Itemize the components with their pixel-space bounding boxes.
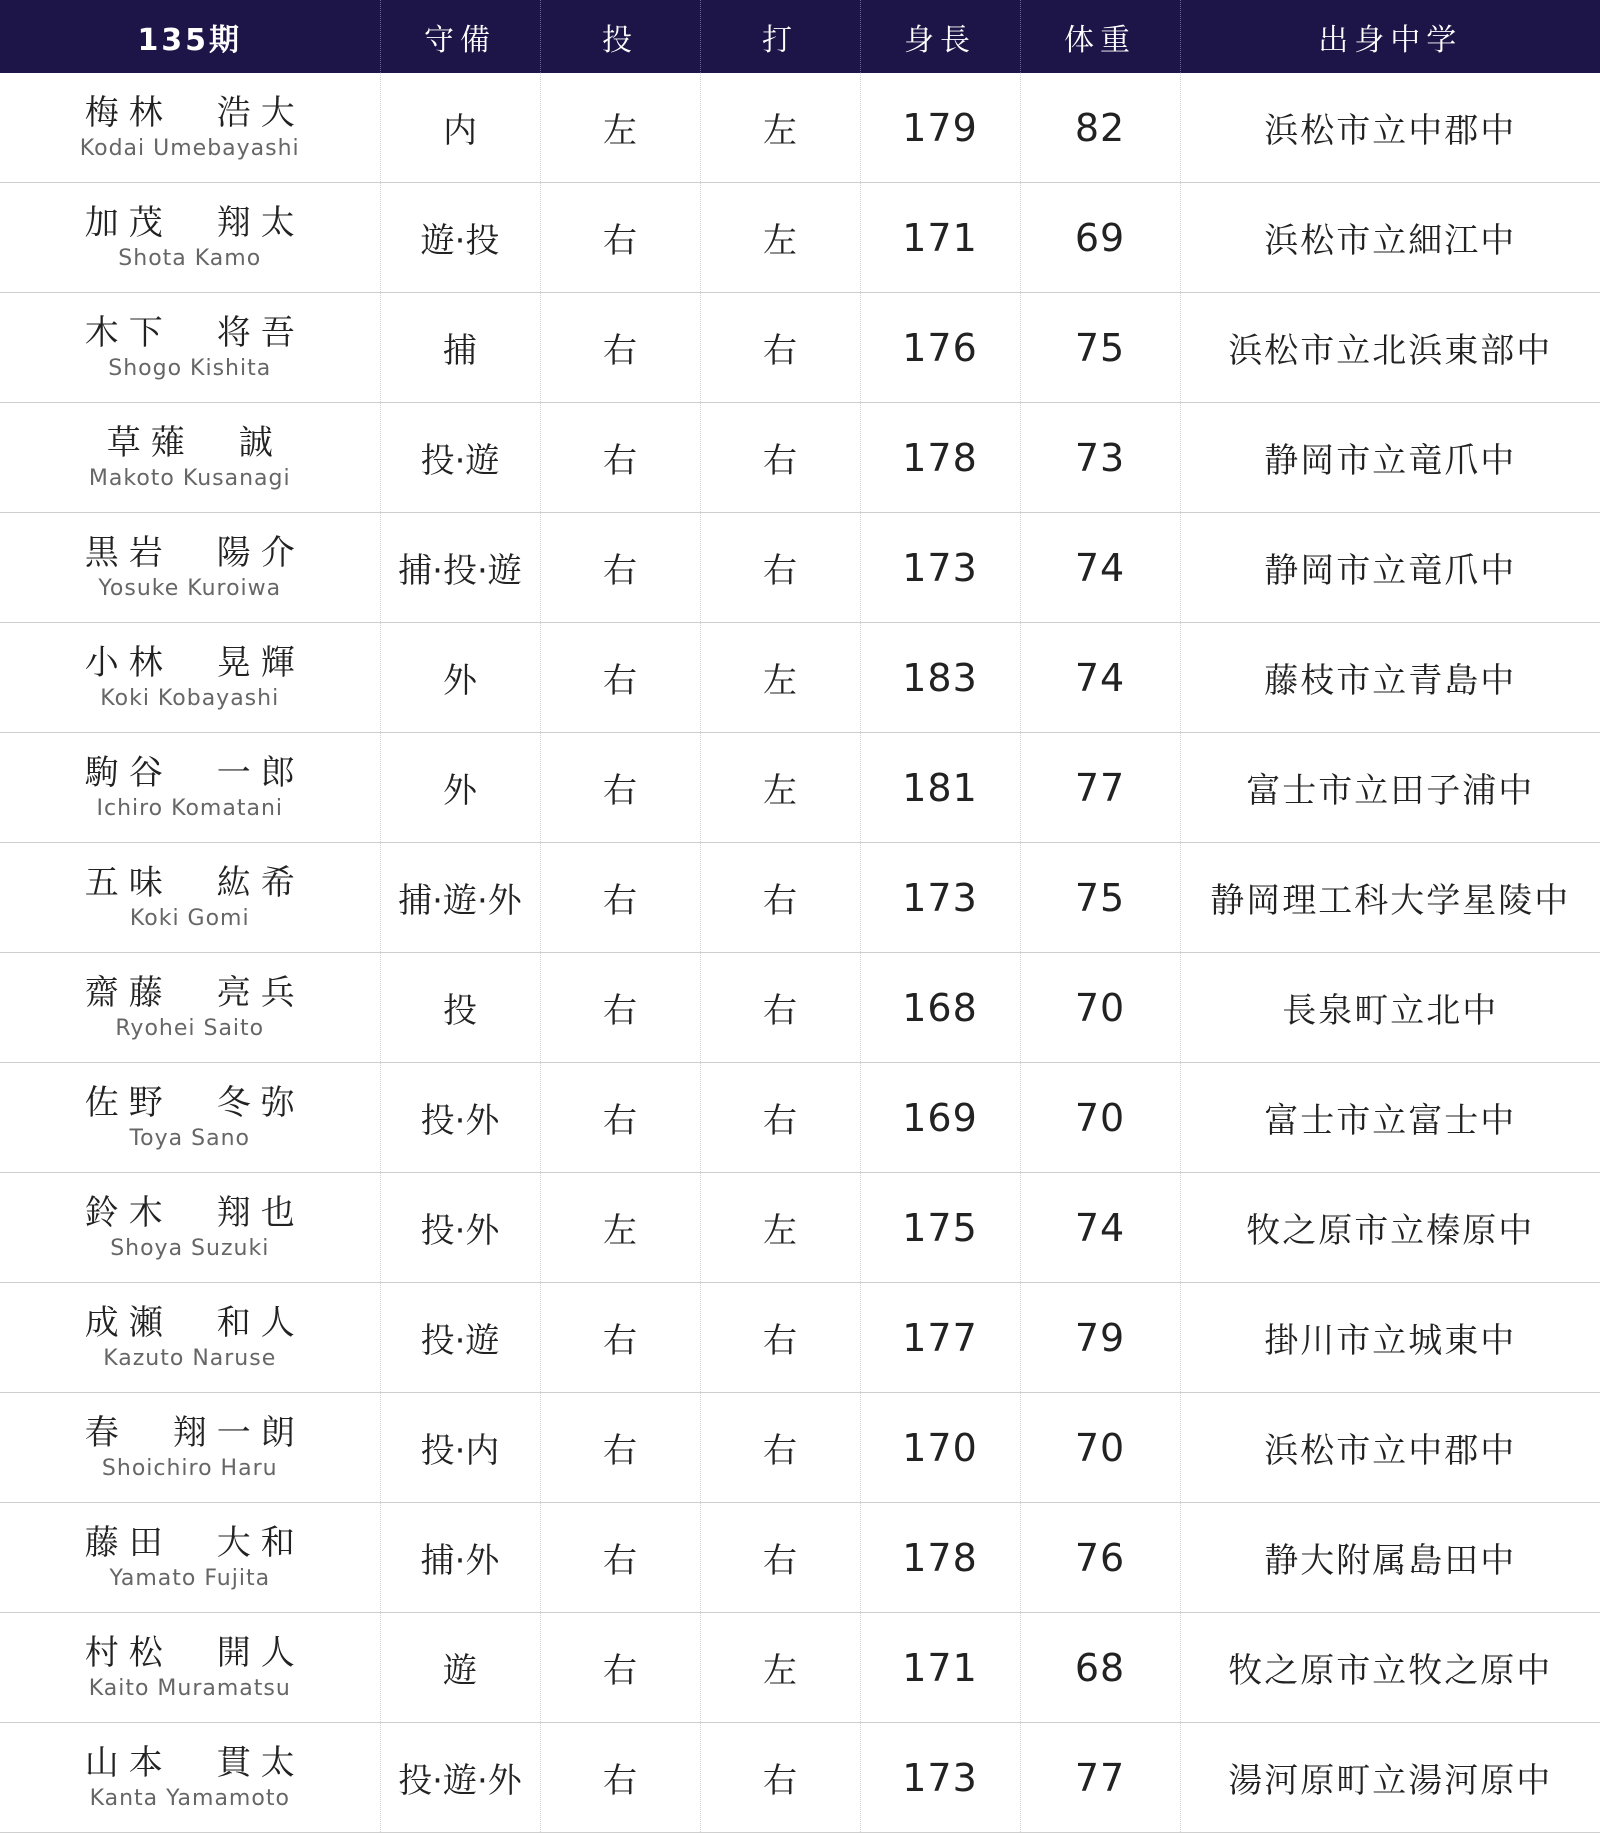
player-name-en: Kaito Muramatsu: [88, 1675, 291, 1701]
position-cell: 捕: [380, 293, 540, 403]
throws-cell: 右: [540, 1393, 700, 1503]
table-row: [0, 513, 1600, 623]
school-cell: 静岡市立竜爪中: [1180, 403, 1600, 513]
weight-cell: 70: [1020, 1063, 1180, 1173]
player-name-cell: [0, 403, 380, 513]
player-name-jp: 村松 開人: [84, 1632, 305, 1673]
height-cell: 176: [860, 293, 1020, 403]
position-cell: 遊: [380, 1613, 540, 1723]
table-row: [0, 1283, 1600, 1393]
height-cell: 169: [860, 1063, 1020, 1173]
player-name-cell: [0, 1173, 380, 1283]
position-cell: 投·遊·外: [380, 1723, 540, 1833]
throws-cell: 右: [540, 183, 700, 293]
position-cell: 投·内: [380, 1393, 540, 1503]
position-cell: 投·外: [380, 1173, 540, 1283]
header-name: 135期: [0, 0, 380, 73]
height-cell: 177: [860, 1283, 1020, 1393]
bats-cell: 右: [700, 843, 860, 953]
throws-cell: 右: [540, 513, 700, 623]
header-position: 守備: [380, 0, 540, 73]
player-name-jp: 春 翔一朗: [84, 1412, 305, 1453]
header-weight: 体重: [1020, 0, 1180, 73]
table-row: [0, 1503, 1600, 1613]
player-name-cell: [0, 1503, 380, 1613]
player-name-jp: 山本 貫太: [84, 1742, 305, 1783]
player-name-jp: 齋藤 亮兵: [84, 972, 305, 1013]
position-cell: 外: [380, 623, 540, 733]
height-cell: 173: [860, 513, 1020, 623]
bats-cell: 右: [700, 1063, 860, 1173]
table-row: [0, 293, 1600, 403]
player-name-jp: 加茂 翔太: [84, 202, 305, 243]
header-height: 身長: [860, 0, 1020, 73]
height-cell: 178: [860, 403, 1020, 513]
school-cell: 長泉町立北中: [1180, 953, 1600, 1063]
player-name-en: Yosuke Kuroiwa: [98, 575, 282, 601]
table-row: [0, 843, 1600, 953]
player-name-cell: [0, 1283, 380, 1393]
player-name-jp: 小林 晃輝: [84, 642, 305, 683]
player-name-en: Shoya Suzuki: [110, 1235, 270, 1261]
weight-cell: 82: [1020, 73, 1180, 183]
player-name-en: Koki Kobayashi: [100, 685, 280, 711]
player-name-cell: [0, 183, 380, 293]
player-name-en: Shoichiro Haru: [101, 1455, 278, 1481]
bats-cell: 右: [700, 1723, 860, 1833]
height-cell: 179: [860, 73, 1020, 183]
bats-cell: 左: [700, 73, 860, 183]
bats-cell: 右: [700, 1283, 860, 1393]
school-cell: 浜松市立中郡中: [1180, 73, 1600, 183]
player-name-cell: [0, 733, 380, 843]
player-name-jp: 木下 将吾: [84, 312, 305, 353]
weight-cell: 74: [1020, 1173, 1180, 1283]
bats-cell: 左: [700, 623, 860, 733]
bats-cell: 右: [700, 953, 860, 1063]
table-row: [0, 73, 1600, 183]
position-cell: 投·外: [380, 1063, 540, 1173]
throws-cell: 右: [540, 293, 700, 403]
player-name-jp: 黒岩 陽介: [84, 532, 305, 573]
weight-cell: 70: [1020, 953, 1180, 1063]
table-header: [0, 0, 1600, 73]
bats-cell: 右: [700, 1393, 860, 1503]
player-name-cell: [0, 1393, 380, 1503]
table-row: [0, 623, 1600, 733]
player-name-cell: [0, 953, 380, 1063]
height-cell: 168: [860, 953, 1020, 1063]
position-cell: 内: [380, 73, 540, 183]
player-name-cell: [0, 73, 380, 183]
table-row: [0, 1063, 1600, 1173]
table-row: [0, 733, 1600, 843]
bats-cell: 右: [700, 403, 860, 513]
height-cell: 170: [860, 1393, 1020, 1503]
height-cell: 178: [860, 1503, 1020, 1613]
school-cell: 掛川市立城東中: [1180, 1283, 1600, 1393]
throws-cell: 右: [540, 1063, 700, 1173]
bats-cell: 左: [700, 1173, 860, 1283]
weight-cell: 73: [1020, 403, 1180, 513]
player-name-cell: [0, 623, 380, 733]
position-cell: 捕·外: [380, 1503, 540, 1613]
weight-cell: 77: [1020, 1723, 1180, 1833]
position-cell: 投: [380, 953, 540, 1063]
player-name-jp: 草薙 誠: [106, 422, 283, 463]
throws-cell: 右: [540, 403, 700, 513]
throws-cell: 右: [540, 623, 700, 733]
player-name-cell: [0, 513, 380, 623]
player-name-en: Yamato Fujita: [109, 1565, 271, 1591]
weight-cell: 75: [1020, 293, 1180, 403]
school-cell: 湯河原町立湯河原中: [1180, 1723, 1600, 1833]
position-cell: 外: [380, 733, 540, 843]
bats-cell: 右: [700, 1503, 860, 1613]
throws-cell: 右: [540, 733, 700, 843]
table-row: [0, 403, 1600, 513]
table-row: [0, 1723, 1600, 1833]
table-row: [0, 953, 1600, 1063]
height-cell: 175: [860, 1173, 1020, 1283]
header-school: 出身中学: [1180, 0, 1600, 73]
height-cell: 181: [860, 733, 1020, 843]
bats-cell: 左: [700, 1613, 860, 1723]
bats-cell: 右: [700, 293, 860, 403]
header-bats: 打: [700, 0, 860, 73]
player-name-en: Ichiro Komatani: [96, 795, 284, 821]
player-name-en: Shota Kamo: [118, 245, 262, 271]
position-cell: 捕·遊·外: [380, 843, 540, 953]
school-cell: 静岡市立竜爪中: [1180, 513, 1600, 623]
player-name-cell: [0, 1723, 380, 1833]
player-name-jp: 佐野 冬弥: [84, 1082, 305, 1123]
weight-cell: 68: [1020, 1613, 1180, 1723]
throws-cell: 右: [540, 1613, 700, 1723]
player-name-en: Koki Gomi: [129, 905, 250, 931]
header-throws: 投: [540, 0, 700, 73]
school-cell: 富士市立田子浦中: [1180, 733, 1600, 843]
height-cell: 183: [860, 623, 1020, 733]
player-name-en: Shogo Kishita: [108, 355, 272, 381]
table-body: [0, 73, 1600, 1833]
table-row: [0, 1393, 1600, 1503]
position-cell: 投·遊: [380, 403, 540, 513]
height-cell: 171: [860, 183, 1020, 293]
player-name-cell: [0, 1613, 380, 1723]
school-cell: 静岡理工科大学星陵中: [1180, 843, 1600, 953]
school-cell: 浜松市立細江中: [1180, 183, 1600, 293]
position-cell: 投·遊: [380, 1283, 540, 1393]
player-name-cell: [0, 843, 380, 953]
height-cell: 171: [860, 1613, 1020, 1723]
table-row: [0, 1613, 1600, 1723]
school-cell: 浜松市立中郡中: [1180, 1393, 1600, 1503]
school-cell: 牧之原市立牧之原中: [1180, 1613, 1600, 1723]
player-name-jp: 梅林 浩大: [84, 92, 305, 133]
bats-cell: 左: [700, 183, 860, 293]
player-name-jp: 五味 紘希: [84, 862, 305, 903]
position-cell: 遊·投: [380, 183, 540, 293]
throws-cell: 左: [540, 73, 700, 183]
table-row: [0, 1173, 1600, 1283]
weight-cell: 77: [1020, 733, 1180, 843]
player-name-jp: 成瀬 和人: [84, 1302, 305, 1343]
player-name-en: Kazuto Naruse: [103, 1345, 277, 1371]
throws-cell: 左: [540, 1173, 700, 1283]
player-name-jp: 駒谷 一郎: [84, 752, 305, 793]
weight-cell: 74: [1020, 513, 1180, 623]
throws-cell: 右: [540, 843, 700, 953]
player-name-en: Ryohei Saito: [115, 1015, 265, 1041]
table-row: [0, 183, 1600, 293]
weight-cell: 76: [1020, 1503, 1180, 1613]
player-name-en: Kanta Yamamoto: [89, 1785, 290, 1811]
throws-cell: 右: [540, 1503, 700, 1613]
throws-cell: 右: [540, 953, 700, 1063]
school-cell: 静大附属島田中: [1180, 1503, 1600, 1613]
player-name-en: Makoto Kusanagi: [88, 465, 291, 491]
bats-cell: 左: [700, 733, 860, 843]
position-cell: 捕·投·遊: [380, 513, 540, 623]
weight-cell: 69: [1020, 183, 1180, 293]
height-cell: 173: [860, 1723, 1020, 1833]
weight-cell: 75: [1020, 843, 1180, 953]
weight-cell: 79: [1020, 1283, 1180, 1393]
school-cell: 牧之原市立榛原中: [1180, 1173, 1600, 1283]
player-name-cell: [0, 1063, 380, 1173]
school-cell: 浜松市立北浜東部中: [1180, 293, 1600, 403]
school-cell: 富士市立富士中: [1180, 1063, 1600, 1173]
player-name-en: Toya Sano: [129, 1125, 250, 1151]
player-name-en: Kodai Umebayashi: [79, 135, 300, 161]
player-name-jp: 鈴木 翔也: [84, 1192, 305, 1233]
player-name-cell: [0, 293, 380, 403]
bats-cell: 右: [700, 513, 860, 623]
height-cell: 173: [860, 843, 1020, 953]
header-row: [0, 0, 1600, 73]
weight-cell: 74: [1020, 623, 1180, 733]
weight-cell: 70: [1020, 1393, 1180, 1503]
throws-cell: 右: [540, 1723, 700, 1833]
school-cell: 藤枝市立青島中: [1180, 623, 1600, 733]
throws-cell: 右: [540, 1283, 700, 1393]
player-name-jp: 藤田 大和: [84, 1522, 305, 1563]
